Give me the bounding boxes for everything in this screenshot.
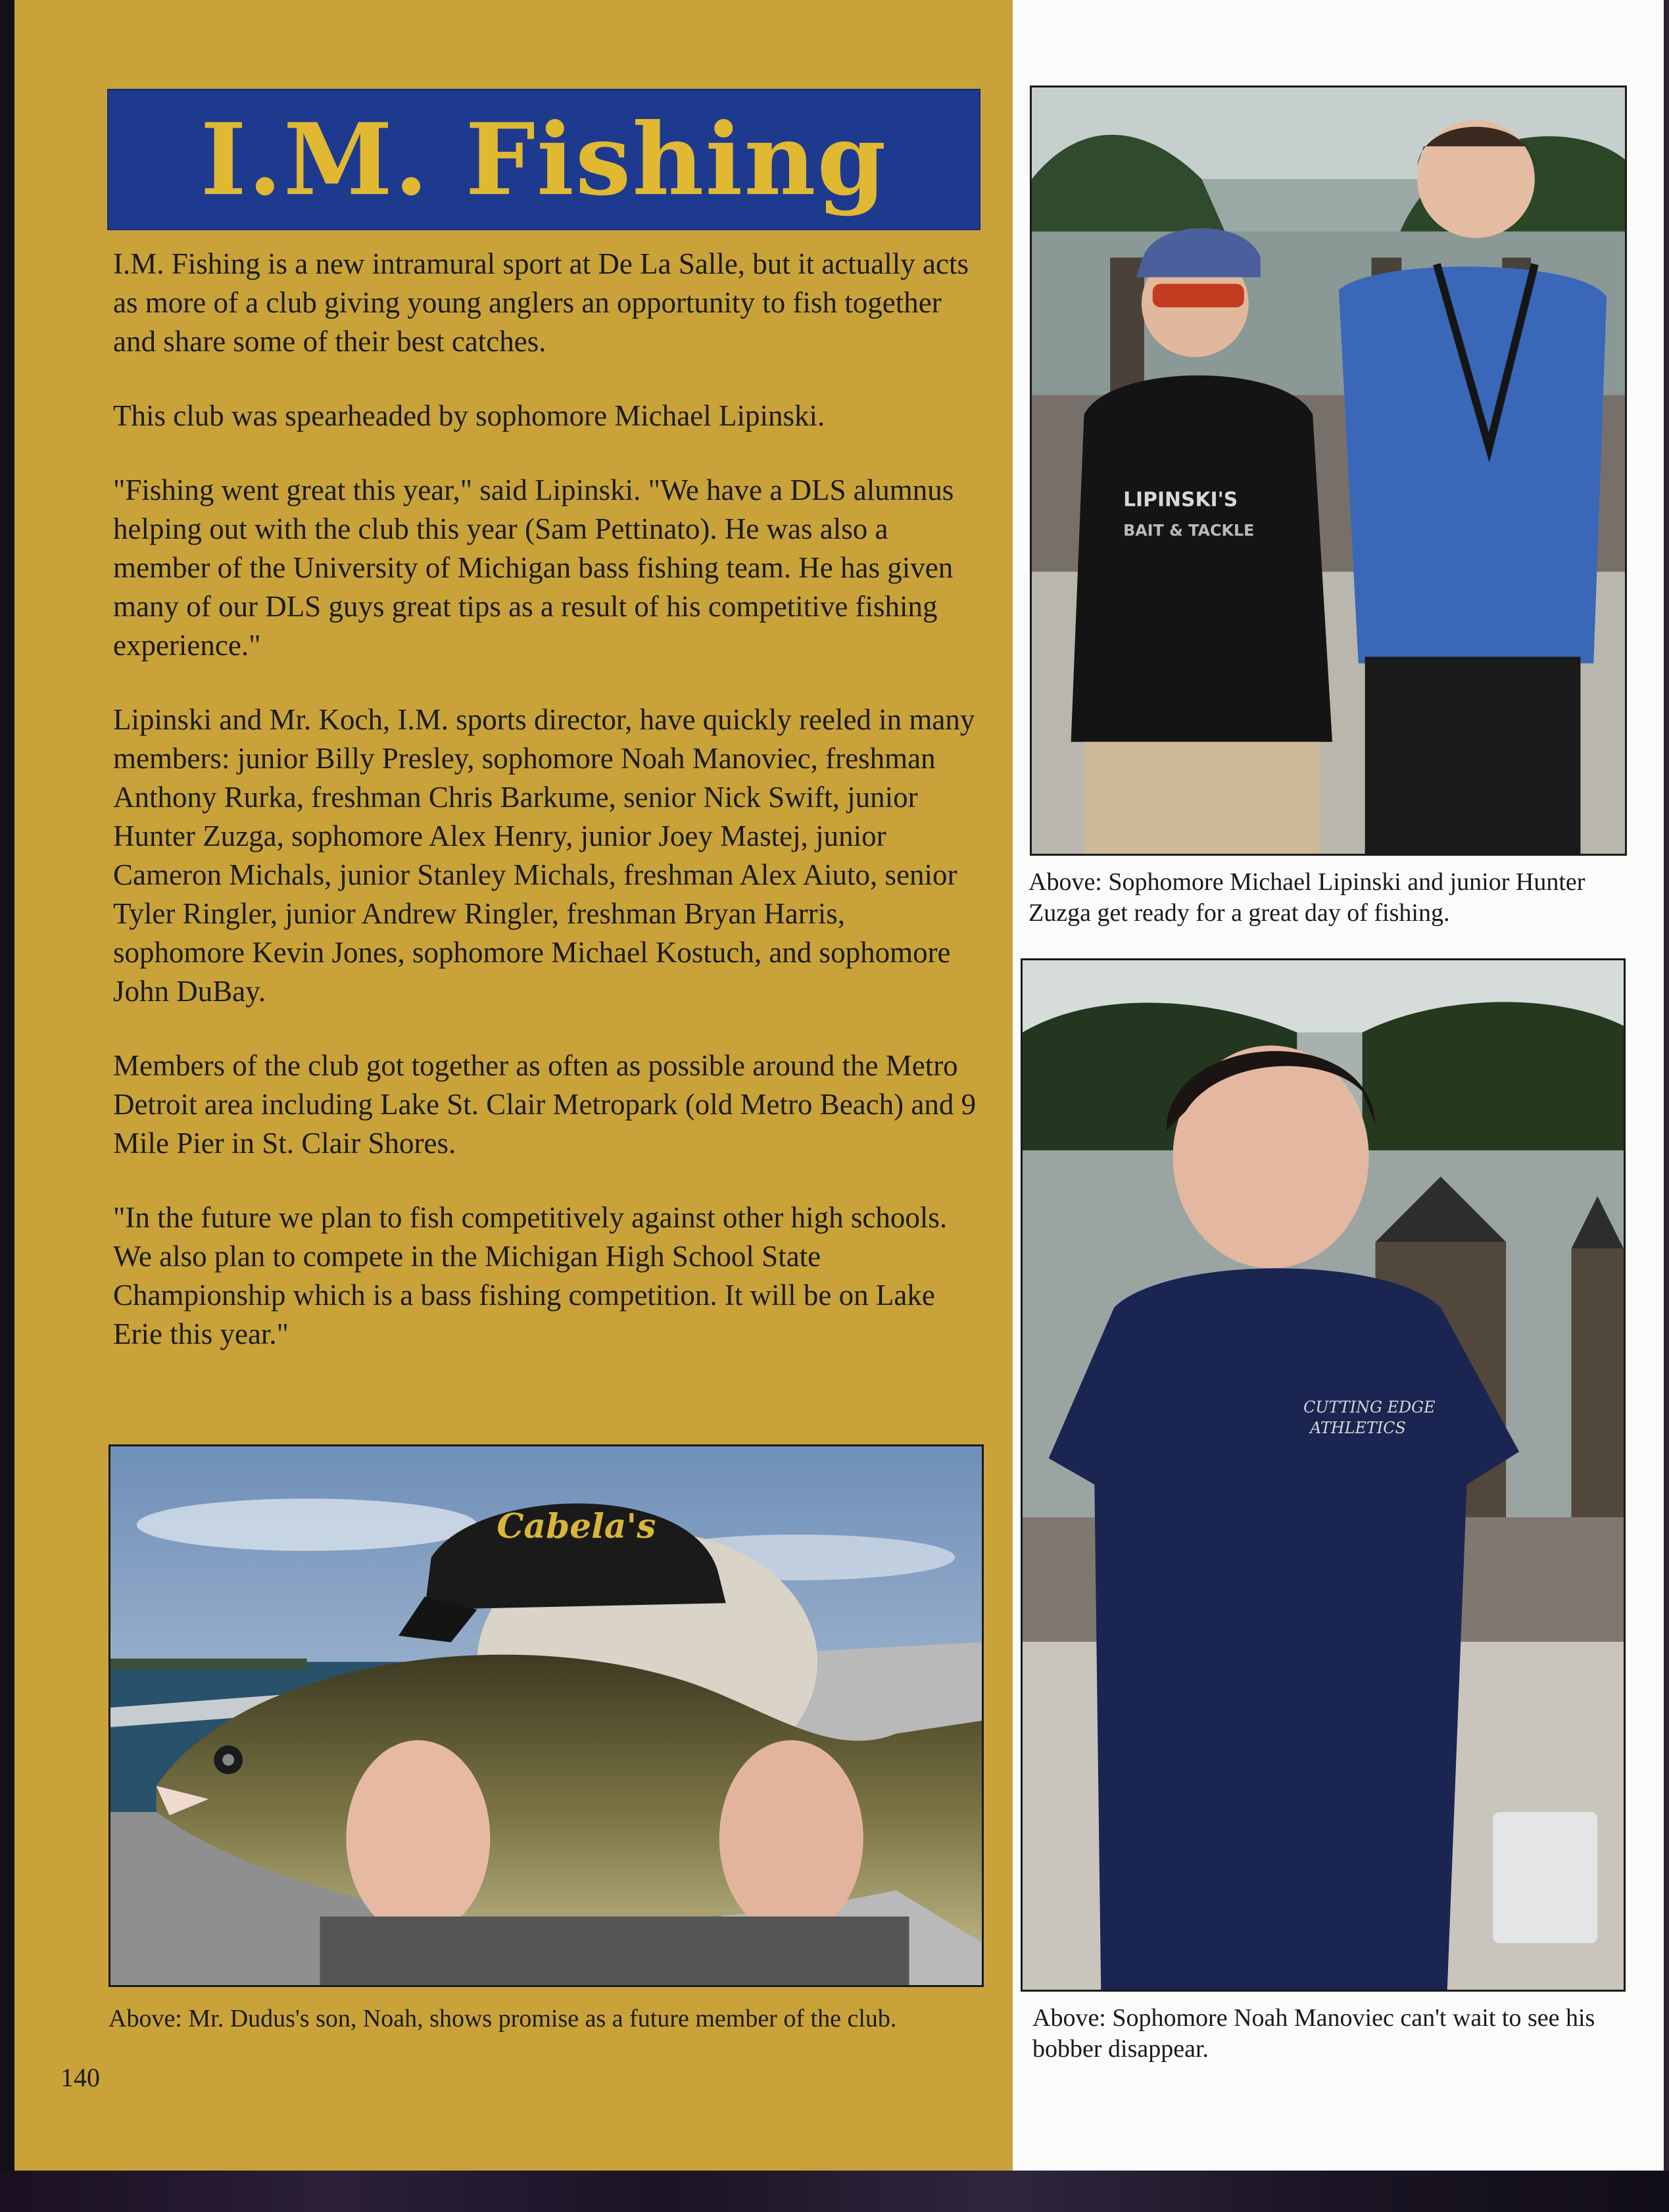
article-paragraph: Members of the club got together as often as possible around the Metro Detroit area including Lake St. Clair Metropark (old Metro Beach) and 9 Mile Pier in St. Clair Shores.: [113, 1049, 977, 1160]
photo-lipinski-and-zuzga: [1030, 86, 1627, 856]
page-title: I.M. Fishing: [200, 101, 888, 218]
noah-photo-illustration: [1023, 960, 1624, 1990]
article-body: [113, 245, 980, 1389]
caption-pair-photo: Above: Sophomore Michael Lipinski and junior Hunter Zuzga get ready for a great day of fishing.: [1028, 868, 1585, 927]
article-paragraph: I.M. Fishing is a new intramural sport at De La Salle, but it actually acts as more of a club giving young anglers an opportunity to fish together and share some of their best catches.: [113, 247, 969, 358]
scan-edge-left: [0, 0, 14, 2212]
shirt-logo-text-2: BAIT & TACKLE: [1123, 521, 1255, 540]
caption-noah-photo: Above: Sophomore Noah Manoviec can't wait to see his bobber disappear.: [1032, 2004, 1595, 2063]
bass-photo-illustration: [110, 1446, 982, 1985]
scan-edge-right: [1664, 0, 1669, 2212]
scan-edge-bottom: [0, 2171, 1669, 2212]
shirt-logo-text-1: CUTTING EDGE: [1303, 1398, 1436, 1417]
shirt-logo-text-2: ATHLETICS: [1310, 1419, 1406, 1438]
article-paragraph: Lipinski and Mr. Koch, I.M. sports director, have quickly reeled in many members: junior Billy Presley, sophomore Noah Manoviec, freshman Anthony Rurka, freshman Chris Barkume, senior Nick Swift, junior Hunter Zuzga, sophomore Alex Henry, junior Joey Mastej, junior Cameron Michals, junior Stanley Michals, freshman Alex Aiuto, senior Tyler Ringler, junior Andrew Ringler, freshman Bryan Harris, sophomore Kevin Jones, sophomore Michael Kostuch, and sophomore John DuBay.: [113, 703, 975, 1008]
caption-bass-photo: Above: Mr. Dudus's son, Noah, shows promise as a future member of the club.: [109, 2005, 897, 2032]
cap-logo-text: Cabela's: [496, 1506, 656, 1546]
page-number: 140: [60, 2063, 100, 2092]
article-paragraph: "Fishing went great this year," said Lipinski. "We have a DLS alumnus helping out with the club this year (Sam Pettinato). He was also a member of the University of Michigan bass fishing team. He has given many of our DLS guys great tips as a result of his competitive fishing experience.": [113, 474, 954, 662]
photo-boy-with-bass: [109, 1444, 984, 1987]
title-banner: [107, 89, 980, 230]
photo-noah-manoviec: [1021, 958, 1626, 1992]
article-paragraph: This club was spearheaded by sophomore Michael Lipinski.: [113, 399, 825, 432]
article-paragraph: "In the future we plan to fish competitively against other high schools. We also plan to compete in the Michigan High School State Championship which is a bass fishing competition. It will be on Lake Erie this year.": [113, 1201, 948, 1350]
shirt-logo-text-1: LIPINSKI'S: [1123, 488, 1238, 512]
pier-photo-illustration: [1032, 87, 1625, 854]
